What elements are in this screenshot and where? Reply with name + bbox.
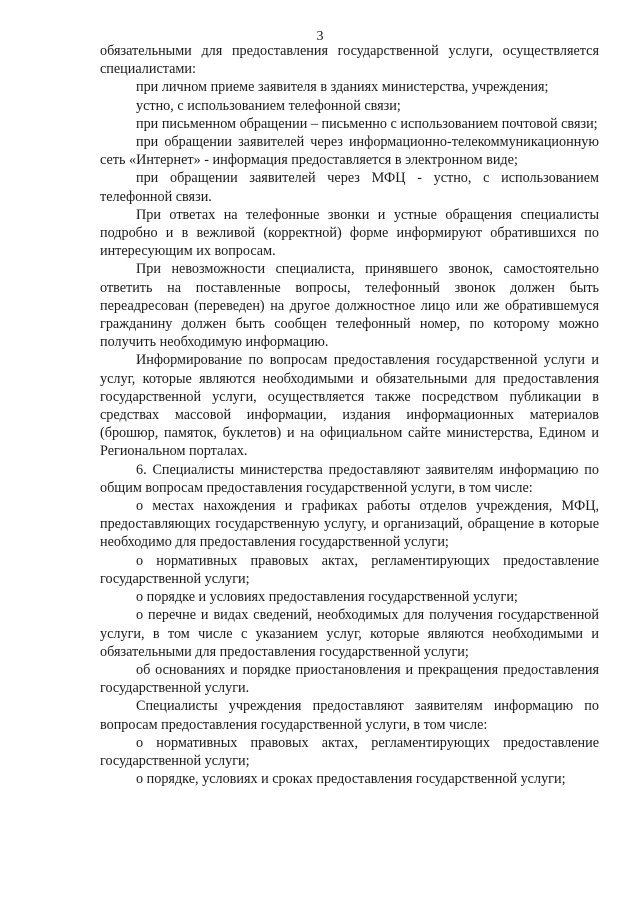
paragraph: о перечне и видах сведений, необходимых для получения государственной услуги, в том числе с указанием услуг, которые являются необходимыми и обязательными для предоставления государственной услуги; bbox=[100, 607, 599, 660]
paragraph: при обращении заявителей через МФЦ - устно, с использованием телефонной связи. bbox=[100, 170, 599, 205]
document-body bbox=[100, 42, 599, 788]
paragraph: Информирование по вопросам предоставления государственной услуги и услуг, которые являются необходимыми и обязательными для предоставления государственной услуги, осуществляется также посредством публикации в средствах массовой информации, издания информационных материалов (брошюр, памяток, буклетов) и на официальном сайте министерства, Едином и Региональном порталах. bbox=[100, 352, 599, 460]
paragraph: о нормативных правовых актах, регламентирующих предоставление государственной услуги; bbox=[100, 734, 599, 769]
paragraph: Специалисты учреждения предоставляют заявителям информацию по вопросам предоставления государственной услуги, в том числе: bbox=[100, 698, 599, 733]
paragraph: о порядке и условиях предоставления государственной услуги; bbox=[136, 589, 518, 606]
paragraph: о порядке, условиях и сроках предоставления государственной услуги; bbox=[136, 771, 566, 788]
paragraph: о местах нахождения и графиках работы отделов учреждения, МФЦ, предоставляющих государственную услугу, и организаций, обращение в которые необходимо для предоставления государственной услуги; bbox=[100, 498, 599, 551]
paragraph: 6. Специалисты министерства предоставляют заявителям информацию по общим вопросам предоставления государственной услуги, в том числе: bbox=[100, 461, 599, 496]
paragraph: обязательными для предоставления государственной услуги, осуществляется специалистами: bbox=[100, 43, 599, 78]
paragraph: устно, с использованием телефонной связи; bbox=[136, 97, 401, 114]
paragraph: При невозможности специалиста, принявшего звонок, самостоятельно ответить на поставленные вопросы, телефонный звонок должен быть переадресован (переведен) на другое должностное лицо или же обратившемуся гражданину должен быть сообщен телефонный номер, по которому можно получить необходимую информацию. bbox=[100, 261, 599, 351]
paragraph: о нормативных правовых актах, регламентирующих предоставление государственной услуги; bbox=[100, 552, 599, 587]
paragraph: при личном приеме заявителя в зданиях министерства, учреждения; bbox=[136, 79, 549, 96]
paragraph: при письменном обращении – письменно с использованием почтовой связи; bbox=[136, 115, 598, 132]
paragraph: об основаниях и порядке приостановления и прекращения предоставления государственной услуги. bbox=[100, 661, 599, 697]
page-number: 3 bbox=[316, 29, 324, 44]
paragraph: При ответах на телефонные звонки и устные обращения специалисты подробно и в вежливой (корректной) форме информируют обратившихся по интересующим их вопросам. bbox=[100, 206, 599, 260]
paragraph: при обращении заявителей через информационно-телекоммуникационную сеть «Интернет» - информация предоставляется в электронном виде; bbox=[100, 134, 599, 169]
